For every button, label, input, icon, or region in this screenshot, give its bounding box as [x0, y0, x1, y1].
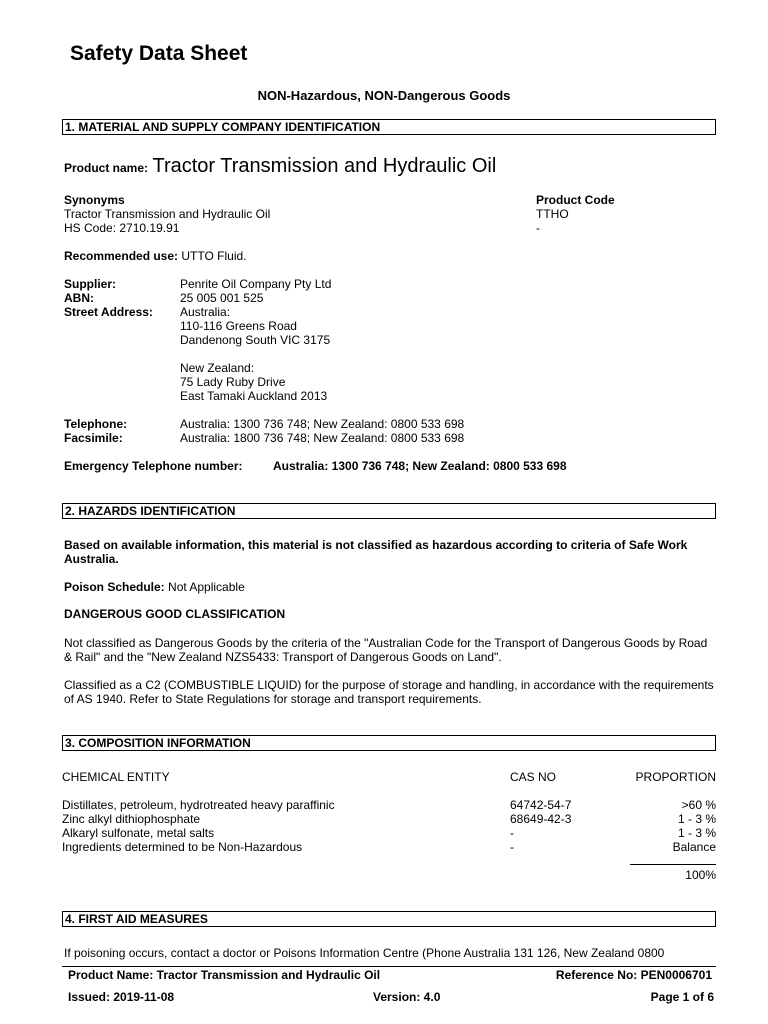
address-au-line-2: 110-116 Greens Road [180, 319, 297, 333]
synonyms-label: Synonyms [64, 193, 125, 207]
supplier-label: Supplier: [64, 277, 117, 291]
document-subtitle: NON-Hazardous, NON-Dangerous Goods [257, 88, 511, 103]
proportion-cell: 1 - 3 % [677, 826, 716, 840]
section-2-header [62, 503, 716, 519]
footer-product-name: Product Name: Tractor Transmission and Hydraulic Oil [68, 968, 381, 982]
document-title: Safety Data Sheet [70, 42, 248, 65]
col-header-entity: CHEMICAL ENTITY [62, 770, 170, 784]
address-nz-line-1: New Zealand: [180, 361, 255, 375]
cas-cell: - [510, 840, 514, 854]
abn-value: 25 005 001 525 [180, 291, 264, 305]
product-code-extra: - [536, 221, 540, 235]
section-3-heading: 3. COMPOSITION INFORMATION [65, 736, 251, 750]
address-nz-line-3: East Tamaki Auckland 2013 [180, 389, 328, 403]
product-name-row [64, 155, 496, 178]
facsimile-label: Facsimile: [64, 431, 123, 445]
entity-cell: Ingredients determined to be Non-Hazardous [62, 840, 303, 854]
section-4-heading: 4. FIRST AID MEASURES [65, 912, 208, 926]
product-code-label: Product Code [536, 193, 615, 207]
street-address-label: Street Address: [64, 305, 153, 319]
entity-cell: Distillates, petroleum, hydrotreated heavy paraffinic [62, 798, 335, 812]
recommended-use-value: UTTO Fluid. [181, 249, 247, 263]
recommended-use-row [64, 249, 247, 263]
footer-reference: Reference No: PEN0006701 [555, 968, 712, 982]
recommended-use-label: Recommended use: [64, 249, 179, 263]
c2-classification-text: Classified as a C2 (COMBUSTIBLE LIQUID) for the purpose of storage and handling, in accordance with the requirements of AS 1940. Refer to State Regulations for storage and transport requirements. [64, 678, 714, 706]
emergency-label: Emergency Telephone number: [64, 459, 243, 473]
first-aid-text: If poisoning occurs, contact a doctor or Poisons Information Centre (Phone Australia 131 126, New Zealand 0800 [64, 946, 665, 960]
product-name-value: Tractor Transmission and Hydraulic Oil [152, 155, 497, 177]
abn-label: ABN: [64, 291, 94, 305]
footer-rule [62, 966, 716, 967]
footer-page: Page 1 of 6 [650, 990, 714, 1004]
proportion-cell: Balance [672, 840, 716, 854]
col-header-proportion: PROPORTION [635, 770, 716, 784]
address-au-line-3: Dandenong South VIC 3175 [180, 333, 331, 347]
entity-cell: Alkaryl sulfonate, metal salts [62, 826, 215, 840]
product-code-value: TTHO [536, 207, 569, 221]
section-1-heading: 1. MATERIAL AND SUPPLY COMPANY IDENTIFICATION [65, 120, 381, 134]
address-au-line-1: Australia: [180, 305, 231, 319]
cas-cell: - [510, 826, 514, 840]
entity-cell: Zinc alkyl dithiophosphate [62, 812, 201, 826]
proportion-cell: 1 - 3 % [677, 812, 716, 826]
proportion-cell: >60 % [681, 798, 716, 812]
poison-schedule-value: Not Applicable [168, 580, 245, 594]
total-rule [630, 864, 716, 865]
synonyms-value: Tractor Transmission and Hydraulic Oil [64, 207, 271, 221]
cas-cell: 64742-54-7 [510, 798, 572, 812]
footer-issued: Issued: 2019-11-08 [68, 990, 175, 1004]
section-2-heading: 2. HAZARDS IDENTIFICATION [65, 504, 236, 518]
supplier-value: Penrite Oil Company Pty Ltd [180, 277, 332, 291]
cas-cell: 68649-42-3 [510, 812, 572, 826]
dg-classification-text: Not classified as Dangerous Goods by the criteria of the "Australian Code for the Transport of Dangerous Goods by Road & Rail" and the "New Zealand NZS5433: Transport of Dangerous Goods on Land". [64, 636, 708, 664]
product-name-label: Product name: [64, 161, 149, 175]
emergency-value: Australia: 1300 736 748; New Zealand: 0800 533 698 [273, 459, 567, 473]
col-header-cas: CAS NO [510, 770, 557, 784]
section-4-header [62, 911, 716, 927]
hazard-classification-text: Based on available information, this material is not classified as hazardous according to criteria of Safe Work Australia. [64, 538, 688, 566]
facsimile-value: Australia: 1800 736 748; New Zealand: 0800 533 698 [180, 431, 465, 445]
hs-code: HS Code: 2710.19.91 [64, 221, 180, 235]
poison-schedule-label: Poison Schedule: [64, 580, 165, 594]
dg-classification-heading: DANGEROUS GOOD CLASSIFICATION [64, 607, 286, 621]
section-1-header [62, 119, 716, 135]
address-nz-line-2: 75 Lady Ruby Drive [180, 375, 286, 389]
section-3-header [62, 735, 716, 751]
proportion-total: 100% [685, 868, 716, 882]
footer-version: Version: 4.0 [373, 990, 441, 1004]
poison-schedule-row [64, 580, 245, 594]
telephone-label: Telephone: [64, 417, 128, 431]
telephone-value: Australia: 1300 736 748; New Zealand: 0800 533 698 [180, 417, 465, 431]
